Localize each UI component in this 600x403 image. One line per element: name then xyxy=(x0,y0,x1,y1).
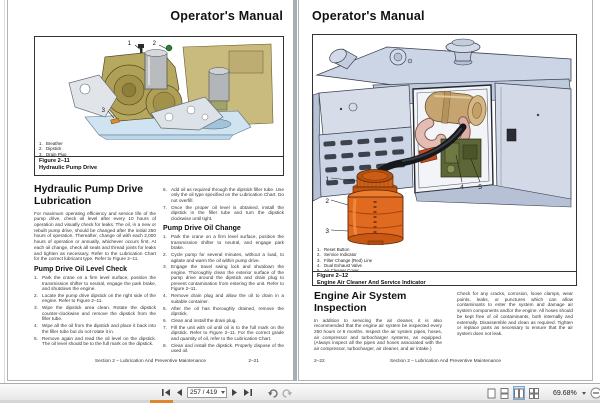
figure-caption xyxy=(317,273,426,288)
list-item: 2. Cycle pump for several minutes, without a load, to agitate and warm the oil within pump drive. xyxy=(163,252,284,263)
figure-callout: 3 xyxy=(101,108,105,114)
legend-item: 2. Dipstick xyxy=(39,146,62,152)
last-page-icon[interactable] xyxy=(243,386,253,398)
zoom-out-icon[interactable] xyxy=(590,387,600,399)
paragraph: For maximum operating efficiency and service life of the pump drive, check oil level after every 10 hours of operation and visually check for leaks. The oil, in a new or rebuilt pump drive, should be changed after the initial 250 hours of operation. Thereafter, change oil with each 2,000 hours of operation or annually, whichever occurs first. At each oil change, check all seals and thread joints for leaks and tighten as necessary. Refer to the Lubrication Chart for the correct lubricant type. Refer to Figure 2–11. xyxy=(34,210,156,262)
list-item: 5. Remove again and read the oil level on the dipstick. The oil level should be to the full mark on the dipstick. xyxy=(34,335,156,347)
scrolling-view-icon[interactable] xyxy=(500,387,509,399)
page-left xyxy=(7,0,294,381)
page-header-title: Operator's Manual xyxy=(170,9,283,23)
figure-callout: 1 xyxy=(127,41,131,47)
footer-page-number: 2–22 xyxy=(314,359,325,364)
figure-caption-divider xyxy=(313,271,576,272)
page-number-field[interactable] xyxy=(187,387,227,398)
text-column-1 xyxy=(34,184,156,366)
figure-legend xyxy=(317,247,372,273)
footer-section-text: Section 2 – Lubrication And Preventive Maintenance xyxy=(94,359,207,364)
two-page-scrolling-view-icon[interactable] xyxy=(529,387,539,399)
section-title: Engine Air System Inspection xyxy=(314,291,407,314)
previous-page-icon[interactable] xyxy=(175,386,183,398)
figure-callout: 4 xyxy=(460,184,464,191)
subsection-title: Pump Drive Oil Level Check xyxy=(34,266,127,274)
figure-callout: 5 xyxy=(478,184,482,191)
page-header-title: Operator's Manual xyxy=(312,9,425,23)
list-item: 4. Wipe all the oil from the dipstick and place it back into the filler tube but do not rotate it in. xyxy=(34,323,156,334)
page-right xyxy=(298,0,593,381)
legend-item: 5. Air Cleaner Cover xyxy=(317,268,359,274)
paragraph: In addition to servicing the air cleaner, it is also recommended that the engine air system be inspected every 250 hours or 6 months. Inspect the air system pipes, hoses, air compressor and turbocharger systems, as equipped. (Always inspect all the pipes and hoses associated with the air compressor, turbocharger, air cleaner, and air intake.) xyxy=(314,317,442,352)
list-item: 1. Park the crane on a firm level surface, position the transmission shifter to neutral, and engage park brake. xyxy=(163,234,284,251)
figure-title: Hydraulic Pump Drive xyxy=(39,165,98,172)
figure-callout: 3 xyxy=(325,228,329,235)
section-title: Hydraulic Pump Drive Lubrication xyxy=(34,184,144,207)
single-page-view-icon[interactable] xyxy=(487,387,496,399)
figure-2-12 xyxy=(312,34,577,286)
footer-page-number: 2–21 xyxy=(248,359,259,364)
numbered-list xyxy=(34,275,156,346)
legend-item: 1. Reset Button xyxy=(317,247,350,252)
list-item: 2. Locate the pump drive dipstick on the right side of the engine. Refer to Figure 2–11. xyxy=(34,292,156,304)
figure-2-11 xyxy=(34,36,284,176)
viewer-toolbar xyxy=(0,383,600,401)
chevron-down-icon[interactable] xyxy=(221,391,225,394)
hydraulic-pump-drive-illustration xyxy=(35,37,283,140)
text-column-2 xyxy=(457,291,573,363)
page-footer xyxy=(8,359,293,369)
figure-callout: 1 xyxy=(325,176,329,183)
figure-title: Engine Air Cleaner And Service Indicator xyxy=(317,280,426,287)
legend-item: 3. Drain Plug xyxy=(39,151,67,157)
legend-item: 1. Breather xyxy=(39,141,63,146)
first-page-icon[interactable] xyxy=(161,386,171,398)
figure-number: Figure 2–11 xyxy=(39,158,70,164)
numbered-list xyxy=(163,234,284,354)
page-footer xyxy=(299,359,592,369)
list-item: 5. After the oil has thoroughly drained, remove the dipstick. xyxy=(163,305,284,317)
next-view-icon[interactable] xyxy=(282,386,293,398)
figure-number: Figure 2–12 xyxy=(317,273,349,279)
figure-callout: 2 xyxy=(325,198,329,205)
list-item: 8. Clean and install the dipstick. Properly dispose of the used oil. xyxy=(163,342,284,354)
list-item: 6. Clean and install the drain plug. xyxy=(163,318,237,324)
figure-callout: 2 xyxy=(152,41,156,47)
legend-item: 2. Service Indicator xyxy=(317,252,357,258)
subsection-title: Pump Drive Oil Change xyxy=(163,225,241,233)
figure-legend xyxy=(39,141,67,157)
text-column-1 xyxy=(314,291,442,363)
legend-item: 3. Filter Change (Red) Line xyxy=(317,257,373,263)
page-number-input[interactable] xyxy=(188,388,220,397)
list-item: 7. Once the proper oil level is obtained, install the dipstick in the filler tube and turn the dipstick clockwise until tight. xyxy=(163,204,284,221)
list-item: 6. Add oil as required through the dipstick filler tube. Use only the oil type specified on the Lubrication Chart. Do not overfill. xyxy=(163,187,284,203)
engine-air-cleaner-illustration xyxy=(313,35,576,245)
zoom-level-value[interactable]: 69.68% xyxy=(553,389,577,397)
panel-divider xyxy=(4,0,5,383)
previous-view-icon[interactable] xyxy=(267,386,278,398)
footer-section-text: Section 2 – Lubrication And Preventive Maintenance xyxy=(389,359,502,364)
list-item: 7. Fill the unit with oil until oil is to the full mark on the dipstick. Refer to Figure 2–11. For the correct grade and quantity of oil, refer to the Lubrication Chart. xyxy=(163,325,284,341)
chevron-down-icon[interactable] xyxy=(582,392,586,395)
text-column-2 xyxy=(163,187,284,369)
next-page-icon[interactable] xyxy=(231,386,239,398)
figure-caption-divider xyxy=(35,156,283,157)
page-separator xyxy=(293,0,297,381)
figure-caption xyxy=(39,158,97,173)
list-item: 4. Remove drain plug and allow the oil to drain in a suitable container. xyxy=(163,293,284,304)
paragraph: Check for any cracks, corrosion, loose clamps, wear points, leaks, or punctures which can allow contaminants to enter the system and damage air system components and/or the engine. All hoses should be kept free of oil contaminants, both internally and externally. Disassemble and clean as required. Tighten or replace parts as necessary to ensure that the air system does not leak. xyxy=(457,291,573,337)
list-item: 3. Engage the travel swing lock and shutdown the engine. Thoroughly clean the exterior surface of the pump drive around the dipstick and drain plug to prevent contamination from entering the unit. Refer to Figure 2–11. xyxy=(163,264,284,292)
list-item: 1. Park the crane on a firm level surface, position the transmission shifter to neutral, engage the park brake, and shutdown the engine. xyxy=(34,275,156,292)
numbered-list xyxy=(163,187,284,221)
two-page-view-icon[interactable] xyxy=(513,386,525,400)
list-item: 3. Wipe the dipstick area clean. Rotate the dipstick counter-clockwise and remove the dipstick from the filler tube. xyxy=(34,305,156,322)
legend-item: 4. Dual Exhaust Valve xyxy=(317,262,362,268)
